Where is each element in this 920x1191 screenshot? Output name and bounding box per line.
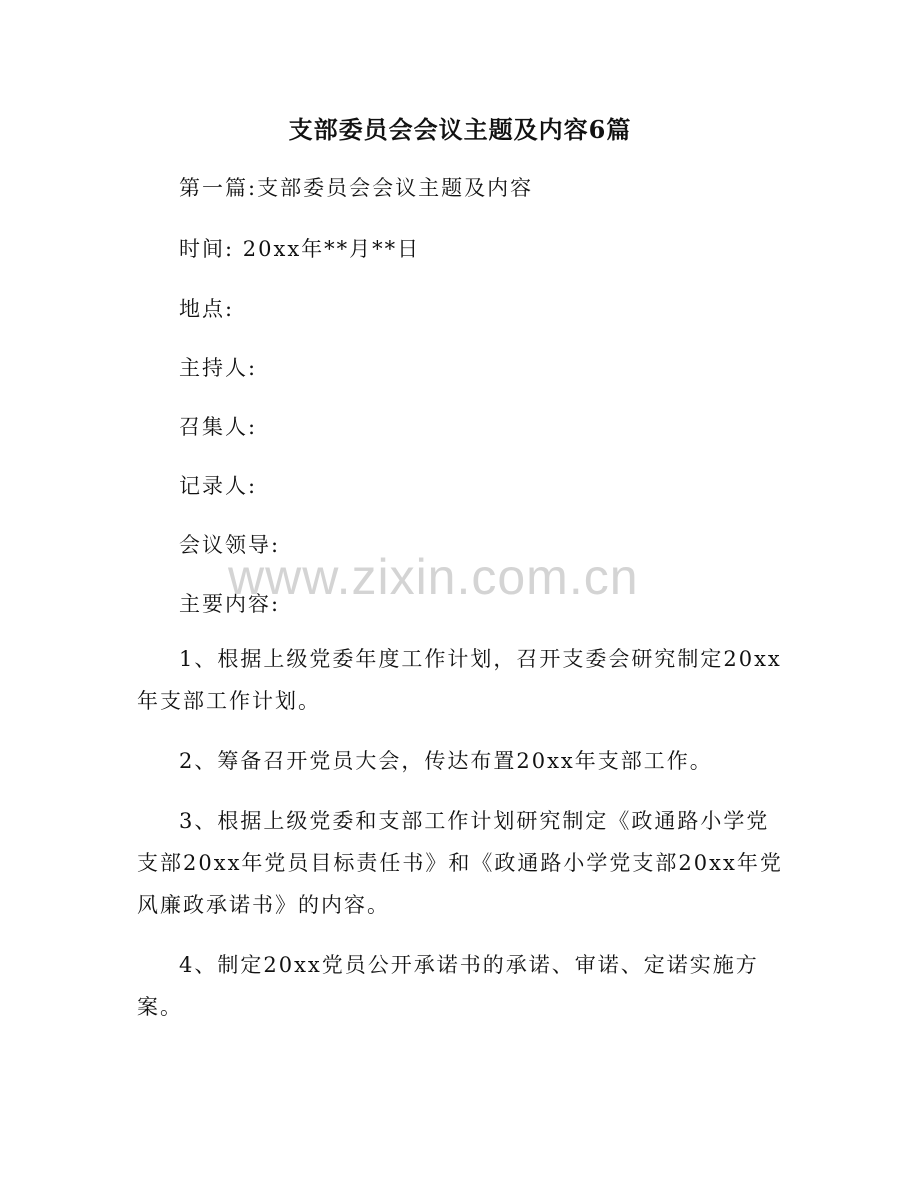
- field-main-content: 主要内容:: [179, 592, 281, 616]
- field-recorder: 记录人:: [179, 474, 258, 498]
- watermark: www.zixin.com.cn: [228, 549, 639, 605]
- list-item: 1、根据上级党委年度工作计划，召开支委会研究制定20xx年支部工作计划。: [137, 647, 782, 713]
- field-host: 主持人:: [179, 356, 258, 380]
- list-item: 3、根据上级党委和支部工作计划研究制定《政通路小学党支部20xx年党员目标责任书》和《政通路小学党支部20xx年党风廉政承诺书》的内容。: [137, 809, 783, 917]
- list-item: 2、筹备召开党员大会，传达布置20xx年支部工作。: [179, 749, 713, 773]
- field-time: 时间: 20xx年**月**日: [179, 237, 421, 261]
- field-convener: 召集人:: [179, 415, 258, 439]
- field-leaders: 会议领导:: [179, 533, 281, 557]
- field-place: 地点:: [179, 297, 235, 321]
- list-item: 4、制定20xx党员公开承诺书的承诺、审诺、定诺实施方案。: [137, 953, 759, 1019]
- section-heading: 第一篇:支部委员会会议主题及内容: [179, 176, 534, 200]
- document-title: 支部委员会会议主题及内容6篇: [288, 115, 632, 144]
